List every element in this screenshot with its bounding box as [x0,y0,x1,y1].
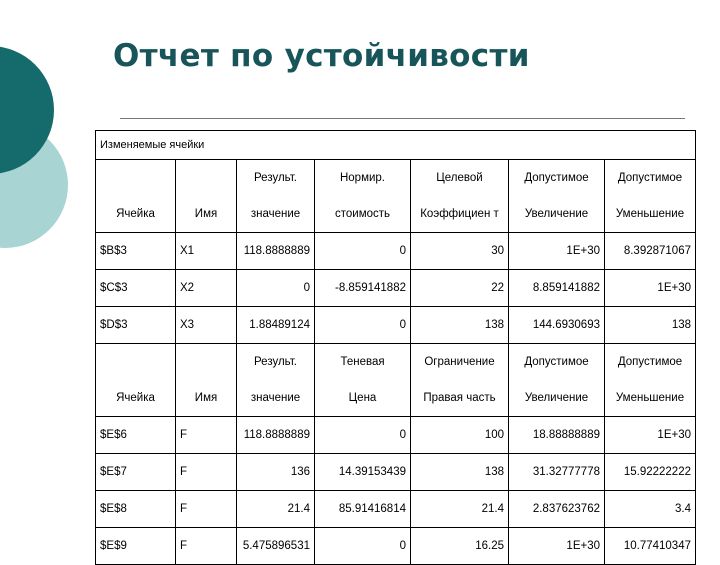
table-cell: 118.8888889 [237,417,315,454]
header-cell: Цена [315,380,411,417]
table-cell: 2.837623762 [509,491,605,528]
table-cell: 0 [237,270,315,307]
table-cell: F [176,417,237,454]
header-cell: Увеличение [509,380,605,417]
constraints-header-bottom-row [96,380,696,417]
header-cell: Ячейка [96,196,176,233]
table-cell: 1.88489124 [237,307,315,344]
page-title: Отчет по устойчивости [113,38,530,74]
table-cell: F [176,491,237,528]
header-cell: Допустимое [509,160,605,197]
table-cell: 138 [411,307,509,344]
header-cell: Нормир. [315,160,411,197]
table-cell: 136 [237,454,315,491]
header-cell: Допустимое [509,344,605,381]
table-cell: 31.32777778 [509,454,605,491]
table-cell: 0 [315,233,411,270]
table-cell: 85.91416814 [315,491,411,528]
table-row [96,270,696,307]
table-cell: X1 [176,233,237,270]
changing-cells-caption-row [96,131,696,160]
table-cell: 138 [411,454,509,491]
header-cell: Теневая [315,344,411,381]
header-cell: значение [237,380,315,417]
table-cell: $E$8 [96,491,176,528]
header-cell: значение [237,196,315,233]
header-cell: Результ. [237,344,315,381]
table-cell: $C$3 [96,270,176,307]
table-cell: 21.4 [411,491,509,528]
table-cell: X2 [176,270,237,307]
header-cell: Имя [176,380,237,417]
table-cell: 144.6930693 [509,307,605,344]
table-cell: 138 [605,307,696,344]
table-cell: 30 [411,233,509,270]
changing-header-top-row [96,160,696,197]
table-cell: 1E+30 [605,417,696,454]
table-cell: F [176,528,237,565]
header-cell: Правая часть [411,380,509,417]
table-cell: 21.4 [237,491,315,528]
changing-header-bottom-row [96,196,696,233]
header-cell: Результ. [237,160,315,197]
table-row [96,528,696,565]
table-cell: $E$9 [96,528,176,565]
header-cell: Ограничение [411,344,509,381]
table-cell: 8.859141882 [509,270,605,307]
table-cell: 0 [315,528,411,565]
table-cell: 0 [315,417,411,454]
table-row [96,233,696,270]
table-row [96,491,696,528]
table-cell: $D$3 [96,307,176,344]
header-cell: Коэффициен т [411,196,509,233]
header-cell [96,160,176,197]
table-cell: 16.25 [411,528,509,565]
table-cell: 8.392871067 [605,233,696,270]
header-cell: стоимость [315,196,411,233]
header-cell: Допустимое [605,344,696,381]
title-divider [120,118,685,119]
table-cell: X3 [176,307,237,344]
table-cell: 18.88888889 [509,417,605,454]
table-cell: $B$3 [96,233,176,270]
table-cell: 1E+30 [509,233,605,270]
table-cell: 22 [411,270,509,307]
header-cell [176,160,237,197]
table-cell: 1E+30 [509,528,605,565]
header-cell: Ячейка [96,380,176,417]
table-cell: 14.39153439 [315,454,411,491]
decorative-circles [0,0,110,300]
table-row [96,454,696,491]
table-cell: 100 [411,417,509,454]
table-cell: -8.859141882 [315,270,411,307]
table-cell: $E$6 [96,417,176,454]
header-cell: Уменьшение [605,380,696,417]
table-cell: 5.475896531 [237,528,315,565]
header-cell: Увеличение [509,196,605,233]
header-cell: Целевой [411,160,509,197]
header-cell: Уменьшение [605,196,696,233]
table-cell: F [176,454,237,491]
table-row [96,417,696,454]
table-cell: $E$7 [96,454,176,491]
header-cell [96,344,176,381]
changing-cells-caption: Изменяемые ячейки [96,131,696,160]
header-cell: Допустимое [605,160,696,197]
table-cell: 15.92222222 [605,454,696,491]
table-cell: 3.4 [605,491,696,528]
table-row [96,307,696,344]
header-cell: Имя [176,196,237,233]
constraints-header-top-row [96,344,696,381]
header-cell [176,344,237,381]
table-cell: 10.77410347 [605,528,696,565]
table-cell: 0 [315,307,411,344]
sensitivity-table [95,130,696,565]
table-cell: 1E+30 [605,270,696,307]
table-cell: 118.8888889 [237,233,315,270]
